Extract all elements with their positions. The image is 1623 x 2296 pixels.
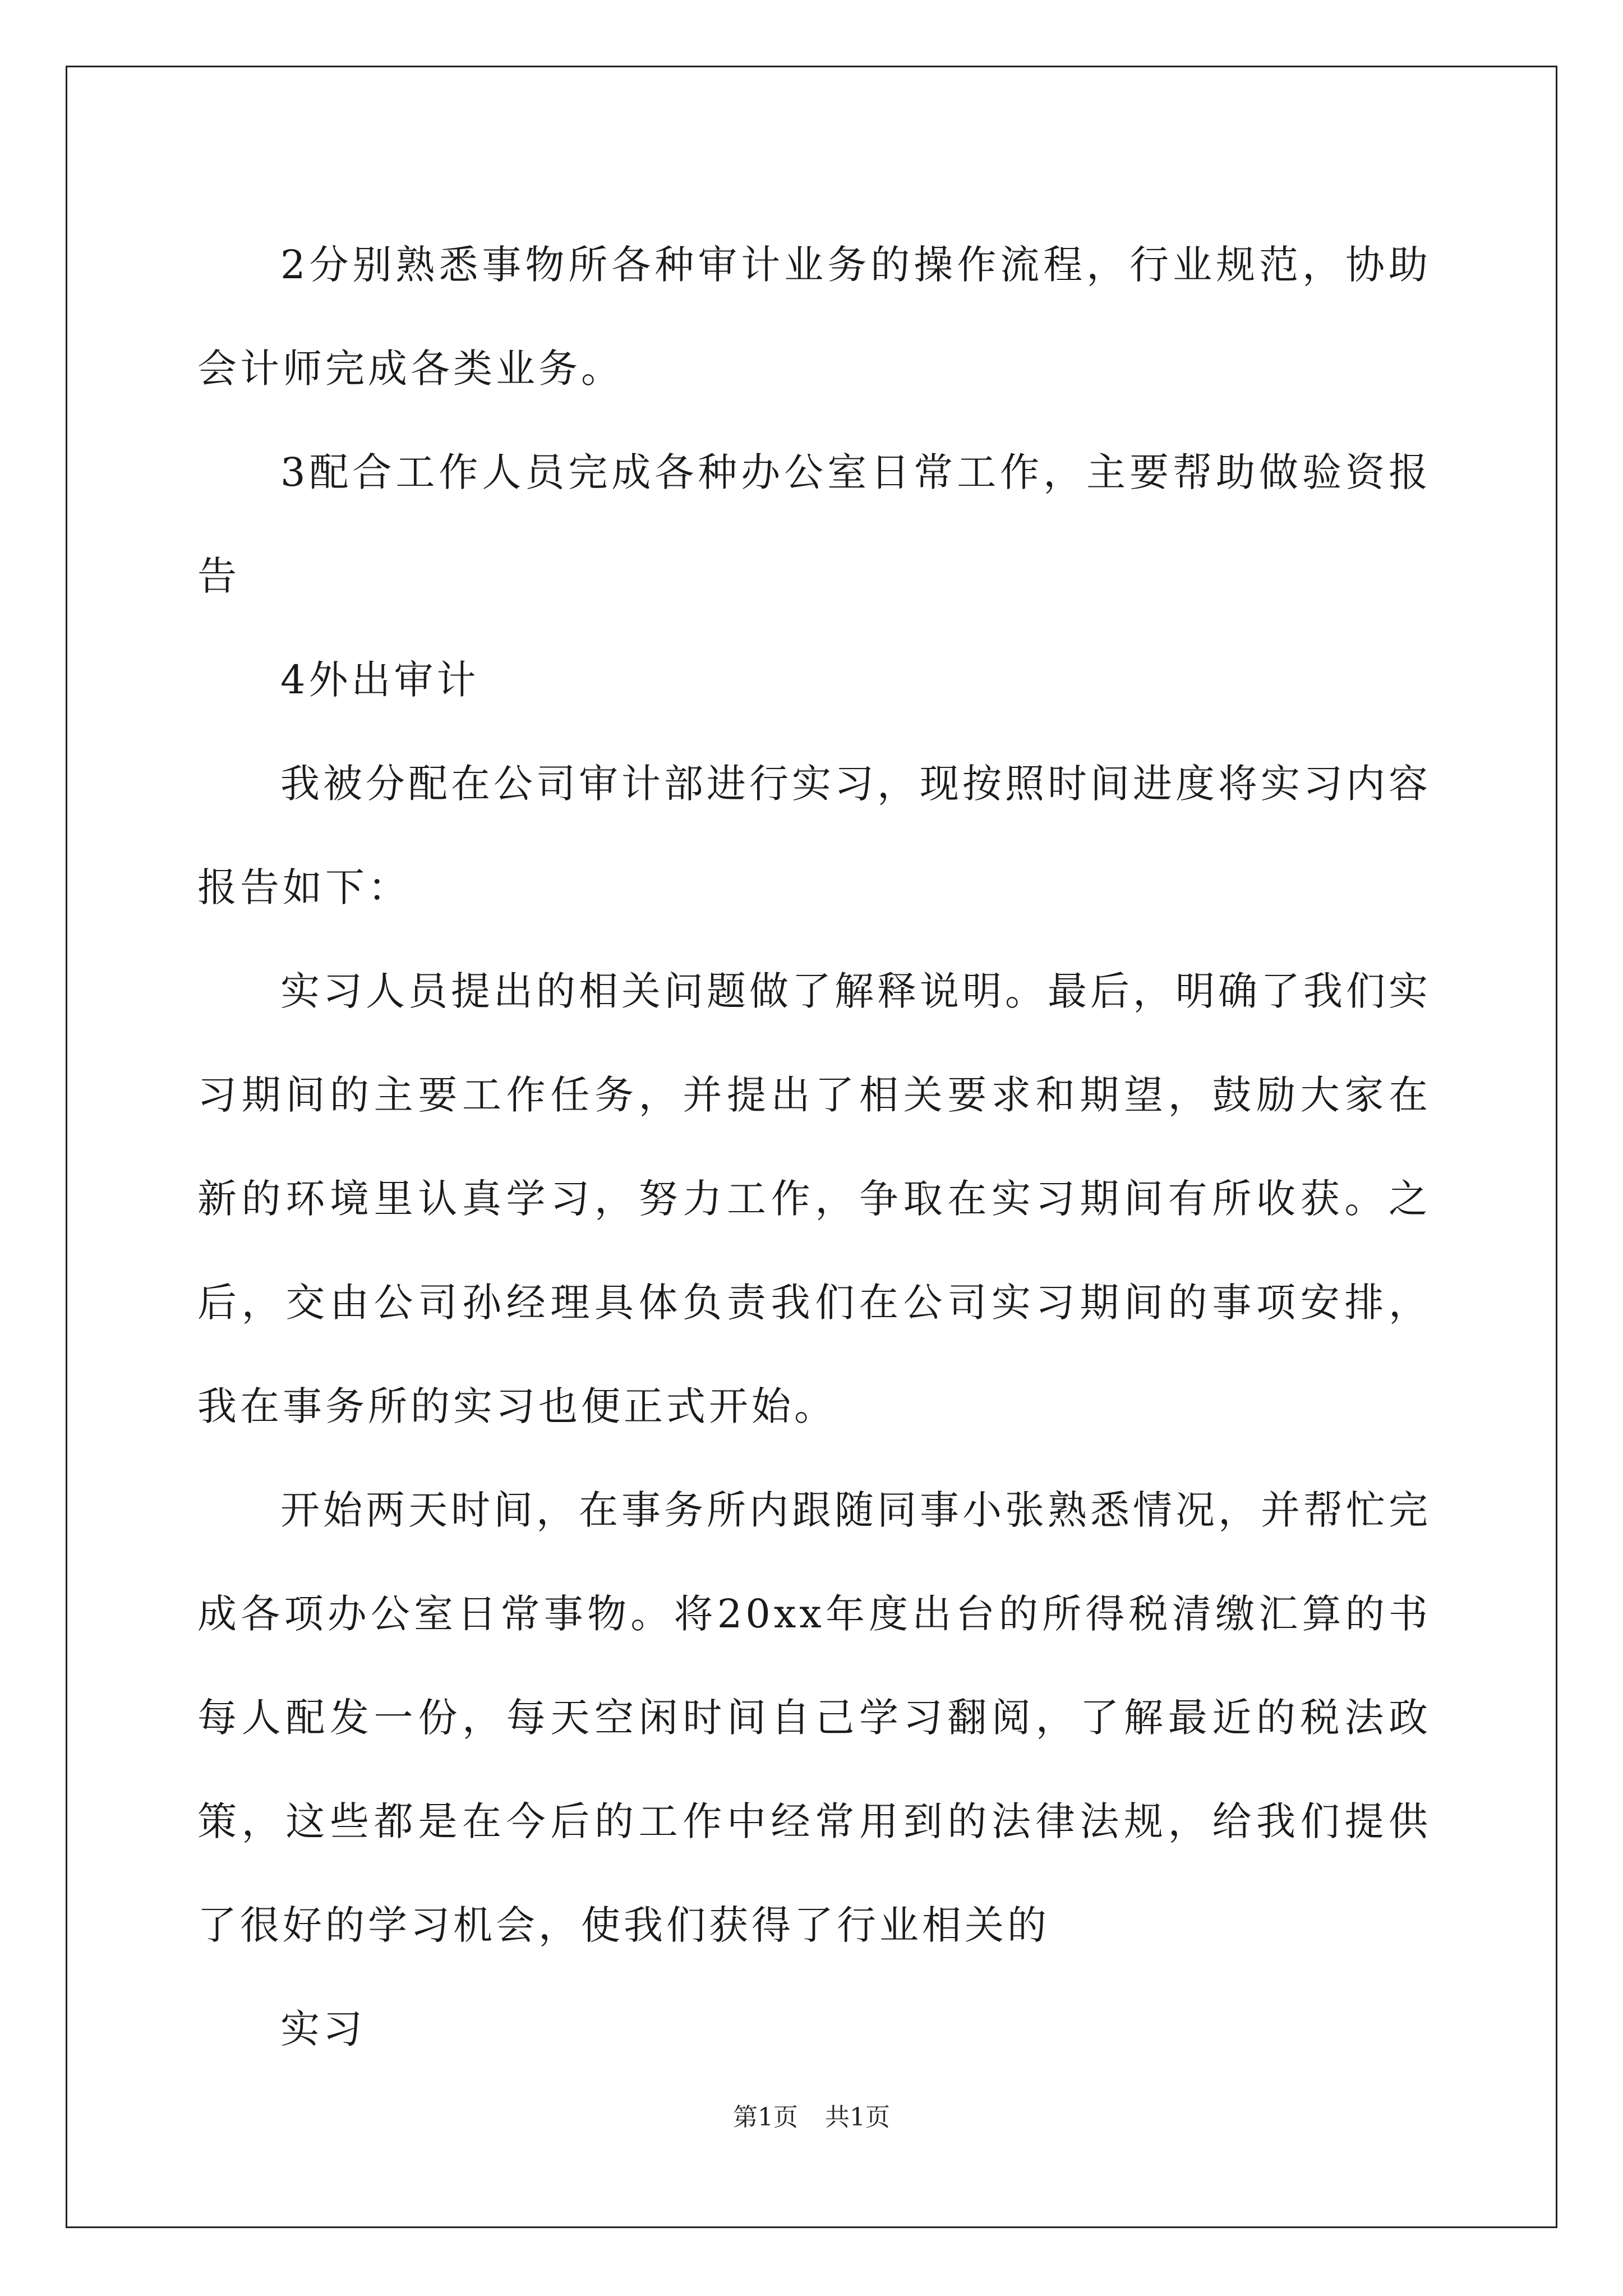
paragraph-6: 开始两天时间，在事务所内跟随同事小张熟悉情况，并帮忙完成各项办公室日常事物。将20xx年度出台的所得税清缴汇算的书每人配发一份，每天空闲时间自己学习翻阅，了解最近的税法政策，这些都是在今后的工作中经常用到的法律法规，给我们提供了很好的学习机会，使我们获得了行业相关的	[197, 1487, 1431, 1948]
paragraph-2: 3配合工作人员完成各种办公室日常工作，主要帮助做验资报告	[197, 449, 1431, 599]
paragraph-7: 实习	[280, 2006, 366, 2052]
document-body	[197, 213, 1431, 2081]
page-footer	[0, 2097, 1623, 2133]
paragraph-1: 2分别熟悉事物所各种审计业务的操作流程，行业规范，协助会计师完成各类业务。	[197, 242, 1431, 392]
page-number: 第1页	[733, 2103, 798, 2132]
paragraph-5: 实习人员提出的相关问题做了解释说明。最后，明确了我们实习期间的主要工作任务，并提出了相关要求和期望，鼓励大家在新的环境里认真学习，努力工作，争取在实习期间有所收获。之后，交由公司孙经理具体负责我们在公司实习期间的事项安排，我在事务所的实习也便正式开始。	[197, 968, 1431, 1429]
paragraph-4: 我被分配在公司审计部进行实习，现按照时间进度将实习内容报告如下：	[197, 761, 1431, 910]
page-total: 共1页	[825, 2103, 890, 2132]
paragraph-3: 4外出审计	[280, 657, 479, 703]
